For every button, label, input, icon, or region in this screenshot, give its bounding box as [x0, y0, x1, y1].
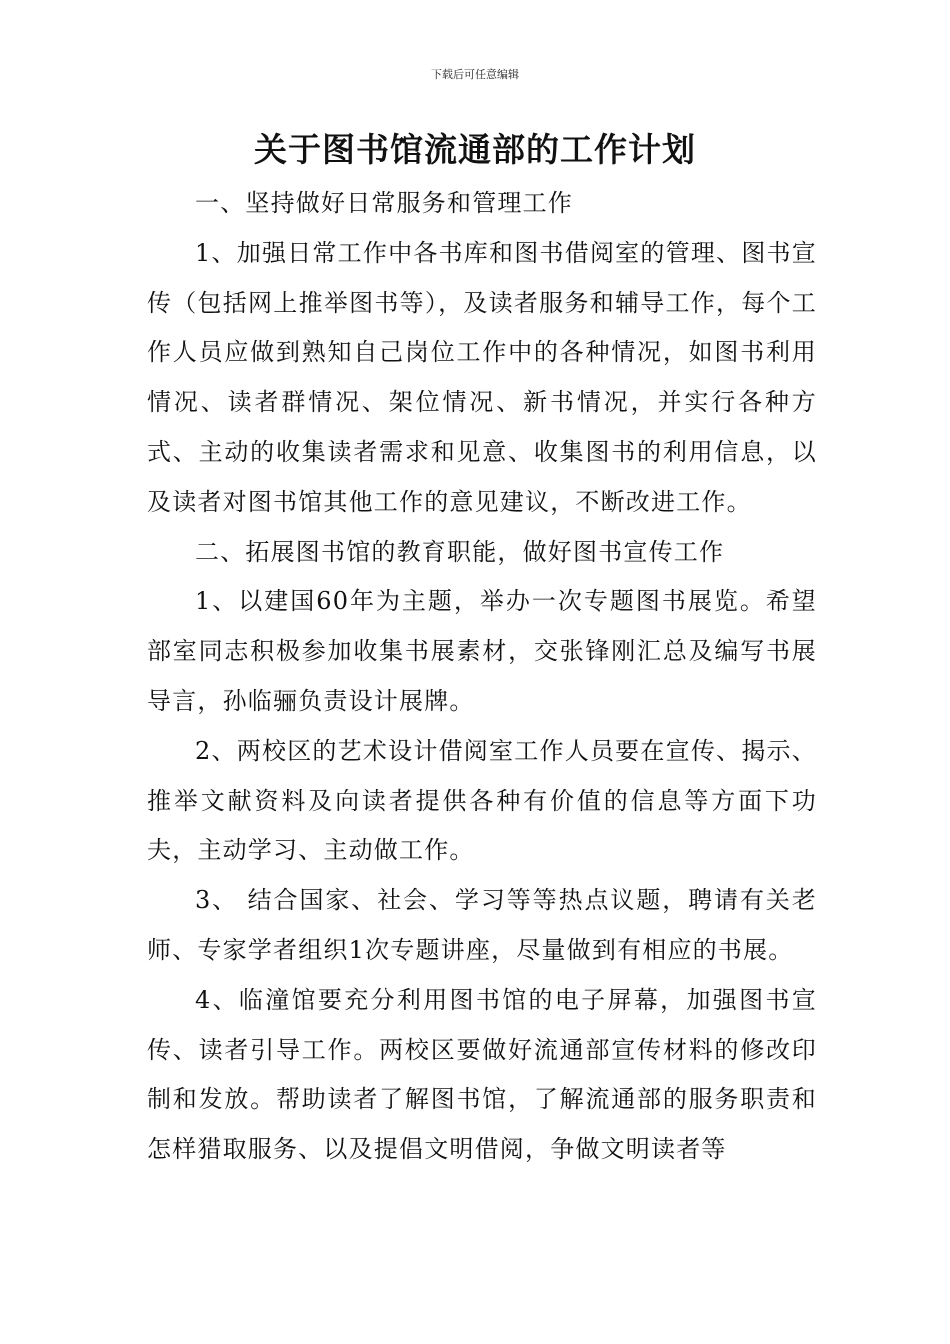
section-heading-1: 一、坚持做好日常服务和管理工作: [195, 189, 573, 217]
document-title: 关于图书馆流通部的工作计划: [254, 130, 696, 169]
paragraph-item-2-3: 3、 结合国家、社会、学习等等热点议题，聘请有关老师、专家学者组织1次专题讲座，尽量做到有相应的书展。: [147, 886, 817, 964]
paragraph-item-2-2: 2、两校区的艺术设计借阅室工作人员要在宣传、揭示、推举文献资料及向读者提供各种有价值的信息等方面下功夫，主动学习、主动做工作。: [147, 736, 817, 865]
header-note: 下载后可任意编辑: [431, 68, 519, 81]
paragraph-item-1-1: 1、加强日常工作中各书库和图书借阅室的管理、图书宣传（包括网上推举图书等），及读者服务和辅导工作，每个工作人员应做到熟知自己岗位工作中的各种情况，如图书利用情况、读者群情况、架位情况、新书情况，并实行各种方式、主动的收集读者需求和见意、收集图书的利用信息，以及读者对图书馆其他工作的意见建议，不断改进工作。: [147, 238, 817, 516]
document-body: [147, 179, 817, 1175]
paragraph-item-2-4: 4、临潼馆要充分利用图书馆的电子屏幕，加强图书宣传、读者引导工作。两校区要做好流通部宣传材料的修改印制和发放。帮助读者了解图书馆，了解流通部的服务职责和怎样猎取服务、以及提倡文明借阅，争做文明读者等: [147, 985, 817, 1164]
section-heading-2: 二、拓展图书馆的教育职能，做好图书宣传工作: [195, 537, 725, 566]
paragraph-item-2-1: 1、以建国60年为主题，举办一次专题图书展览。希望部室同志积极参加收集书展素材，交张锋刚汇总及编写书展导言，孙临骊负责设计展牌。: [147, 587, 817, 715]
